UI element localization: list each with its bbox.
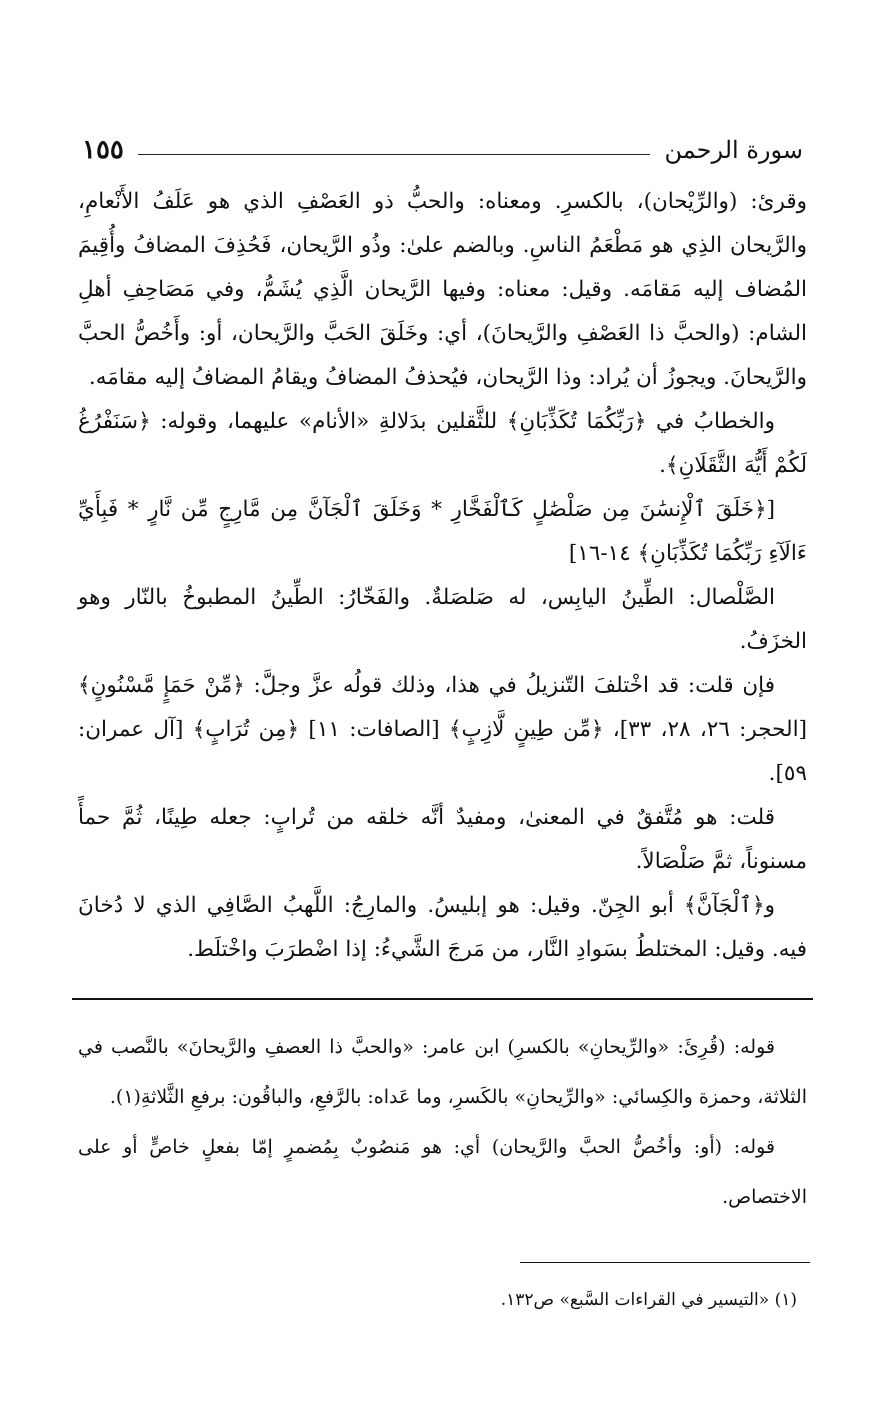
commentary-divider bbox=[72, 998, 813, 1000]
paragraph: فإن قلت: قد اخْتلفَ التّنزيلُ في هذا، وذلك قولُه عزَّ وجلَّ: ﴿مِّنْ حَمَإٍ مَّسْنُونٍ﴾ [الحجر: ٢٦، ٢٨، ٣٣]، ﴿مِّن طِينٍ لَّازِبٍ﴾ [الصافات: ١١] ﴿مِن تُرَابٍ﴾ [آل عمران: ٥٩]. bbox=[78, 673, 807, 786]
main-text bbox=[78, 180, 807, 972]
commentary-paragraph: قوله: (أو: وأخُصُّ الحبَّ والرَّيحان) أي: هو مَنصُوبٌ بِمُضمرٍ إمّا بفعلٍ خاصٍّ أو على الاختصاص. bbox=[78, 1136, 807, 1208]
commentary-paragraph: قوله: (قُرِئَ: «والرِّيحانِ» بالكسرِ) ابن عامر: «والحبَّ ذا العصفِ والرَّيحانَ» بالنَّصب في الثلاثة، وحمزة والكِسائي: «والرِّيحانِ» بالكَسرِ، وما عَداه: بالرَّفعِ، والباقُون: برفعِ الثَّلاثةِ(١). bbox=[78, 1036, 807, 1108]
paragraph: قلت: هو مُتَّفقٌ في المعنىٰ، ومفيدٌ أنَّه خلقه من تُرابٍ: جعله طِينًا، ثُمَّ حمأً مسنوناً، ثمَّ صَلْصَالاً. bbox=[78, 805, 807, 874]
commentary-section bbox=[78, 1022, 807, 1222]
page-header bbox=[82, 130, 803, 170]
page-number: ١٥٥ bbox=[82, 135, 124, 165]
verse-block: [﴿خَلَقَ ٱلْإِنسَٰنَ مِن صَلْصَٰلٍ كَٱلْفَخَّارِ * وَخَلَقَ ٱلْجَآنَّ مِن مَّارِجٍ مِّن نَّارٍ * فَبِأَيِّ ءَالَآءِ رَبِّكُمَا تُكَذِّبَانِ﴾ ١٤-١٦] bbox=[78, 497, 807, 566]
paragraph: والخطابُ في ﴿رَبِّكُمَا تُكَذِّبَانِ﴾ للثَّقلين بدَلالةِ «الأنام» عليهما، وقوله: ﴿سَنَفْرُغُ لَكُمْ أَيُّهَ الثَّقَلَانِ﴾. bbox=[78, 409, 807, 478]
footnote-divider bbox=[520, 1262, 810, 1263]
footnote: (١) «التيسير في القراءات السَّبع» ص١٣٢. bbox=[500, 1290, 797, 1310]
surah-title: سورة الرحمن bbox=[664, 136, 803, 164]
paragraph: وقرئ: (والرِّيْحان)، بالكسرِ. ومعناه: والحبُّ ذو العَصْفِ الذي هو عَلَفُ الأَنْعامِ، والرَّيحان الذِي هو مَطْعَمُ الناسِ. وبالضم علىٰ: وذُو الرَّيحان، فَحُذِفَ المضافُ وأُقِيمَ المُضاف إليه مَقامَه. وقيل: معناه: وفيها الرَّيحان الَّذِي يُشَمُّ، وفي مَصَاحِفِ أهلِ الشام: (والحبَّ ذا العَصْفِ والرَّيحانَ)، أي: وخَلَقَ الحَبَّ والرَّيحان، أو: وأَخُصُّ الحبَّ والرَّيحانَ. ويجوزُ أن يُراد: وذا الرَّيحان، فيُحذفُ المضافُ ويقامُ المضافُ إليه مقامَه. bbox=[78, 189, 807, 390]
paragraph: الصَّلْصال: الطِّينُ اليابِس، له صَلصَلةٌ. والفَخّارُ: الطِّينُ المطبوخُ بالنّار وهو الخزَفُ. bbox=[78, 585, 807, 654]
header-rule bbox=[138, 154, 651, 155]
paragraph: و﴿ٱلْجَآنَّ﴾ أبو الجِنّ. وقيل: هو إبليسُ. والمارِجُ: اللَّهبُ الصَّافِي الذي لا دُخانَ فيه. وقيل: المختلطُ بسَوادِ النَّار، من مَرجَ الشَّيءُ: إذا اضْطرَبَ واخْتلَط. bbox=[78, 893, 807, 962]
